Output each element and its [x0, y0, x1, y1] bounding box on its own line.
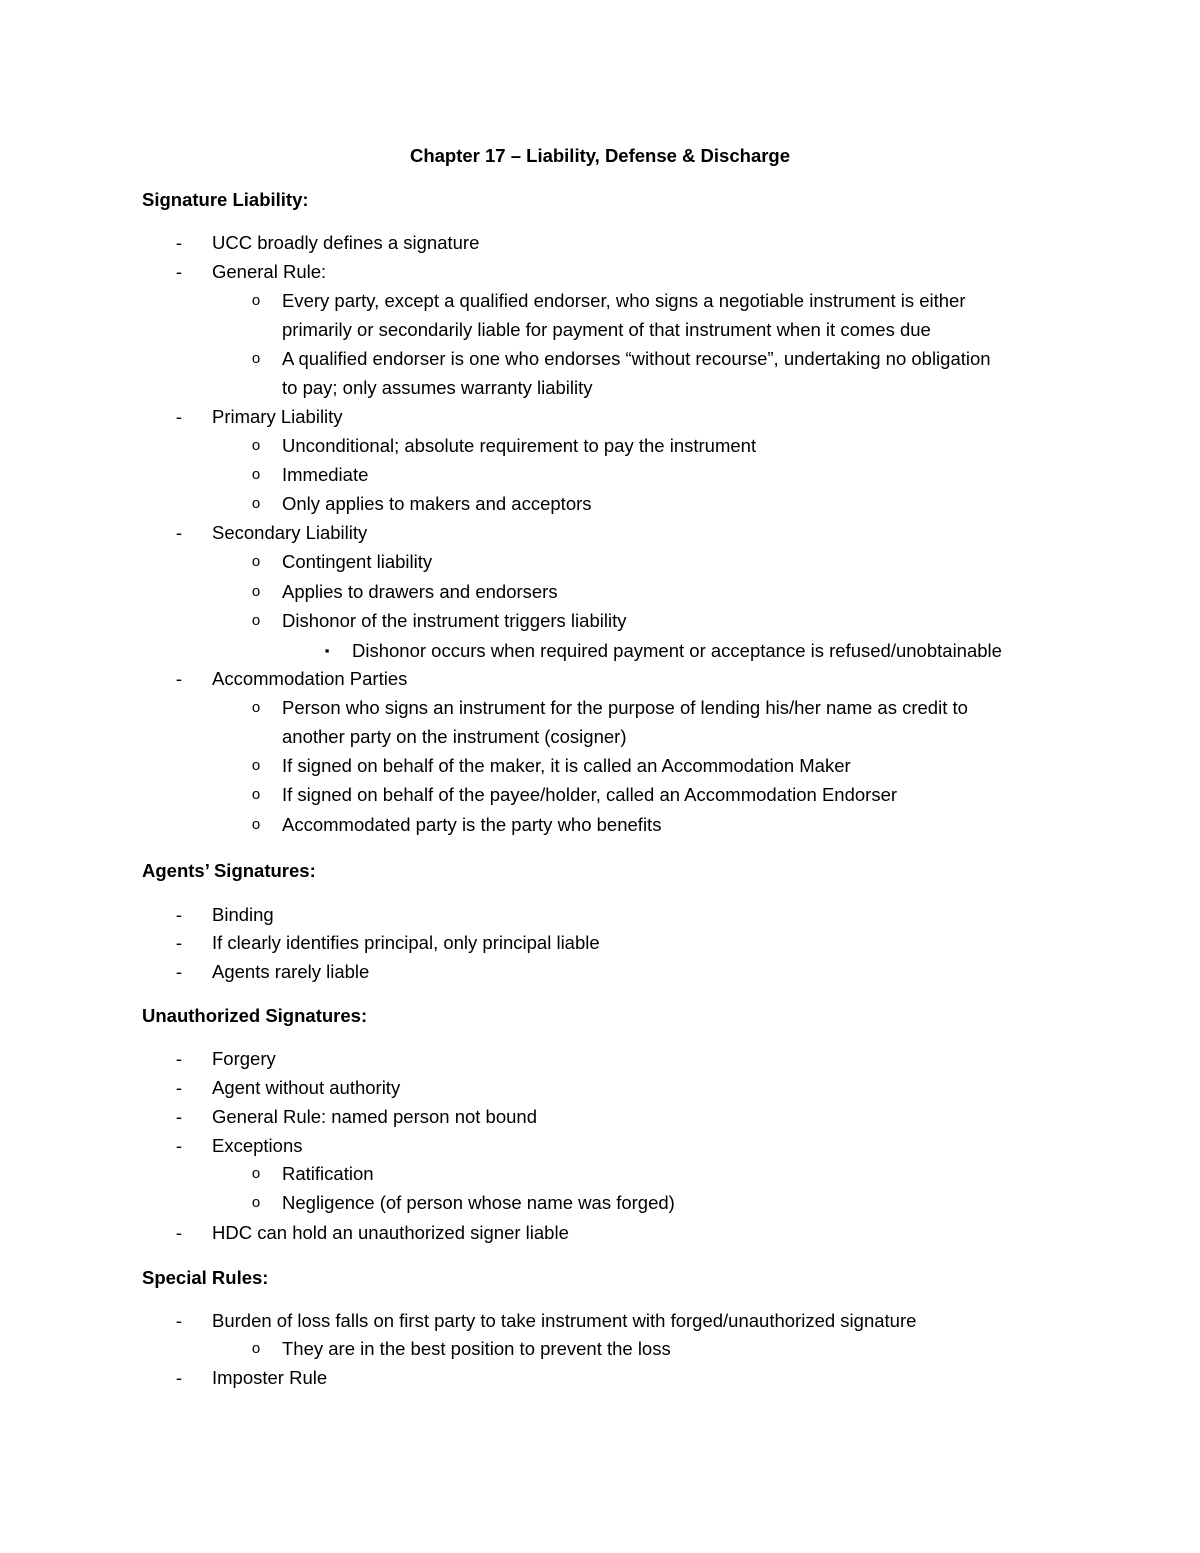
- list-item: HDC can hold an unauthorized signer liable: [212, 1222, 569, 1243]
- section-heading: Special Rules:: [142, 1267, 269, 1288]
- list-item: Secondary Liability: [212, 522, 368, 543]
- sub-list-item-continuation: to pay; only assumes warranty liability: [282, 377, 593, 398]
- dash-bullet: -: [175, 904, 183, 925]
- sub-list-item: Ratification: [282, 1163, 374, 1184]
- circle-bullet: o: [251, 1194, 261, 1211]
- sub-list-item: Accommodated party is the party who benefits: [282, 814, 662, 835]
- dash-bullet: -: [175, 932, 183, 953]
- circle-bullet: o: [251, 1340, 261, 1357]
- circle-bullet: o: [251, 583, 261, 600]
- dash-bullet: -: [175, 1077, 183, 1098]
- list-item: Accommodation Parties: [212, 668, 408, 689]
- sub-list-item: They are in the best position to prevent the loss: [282, 1338, 671, 1359]
- sub-list-item: Applies to drawers and endorsers: [282, 581, 558, 602]
- sub-list-item: Contingent liability: [282, 551, 433, 572]
- dash-bullet: -: [175, 522, 183, 543]
- dash-bullet: -: [175, 1106, 183, 1127]
- sub-list-item-continuation: primarily or secondarily liable for payment of that instrument when it comes due: [282, 319, 931, 340]
- dash-bullet: -: [175, 668, 183, 689]
- list-item: If clearly identifies principal, only principal liable: [212, 932, 600, 953]
- circle-bullet: o: [251, 699, 261, 716]
- sub-sub-list-item: Dishonor occurs when required payment or acceptance is refused/unobtainable: [352, 640, 1002, 661]
- circle-bullet: o: [251, 786, 261, 803]
- circle-bullet: o: [251, 466, 261, 483]
- dash-bullet: -: [175, 1135, 183, 1156]
- list-item: Agent without authority: [212, 1077, 401, 1098]
- circle-bullet: o: [251, 350, 261, 367]
- sub-list-item: Negligence (of person whose name was forged): [282, 1192, 675, 1213]
- list-item: Binding: [212, 904, 274, 925]
- dash-bullet: -: [175, 1048, 183, 1069]
- dash-bullet: -: [175, 961, 183, 982]
- list-item: Imposter Rule: [212, 1367, 328, 1388]
- circle-bullet: o: [251, 553, 261, 570]
- circle-bullet: o: [251, 612, 261, 629]
- list-item: Primary Liability: [212, 406, 343, 427]
- sub-list-item: If signed on behalf of the maker, it is called an Accommodation Maker: [282, 755, 851, 776]
- sub-list-item: If signed on behalf of the payee/holder, called an Accommodation Endorser: [282, 784, 898, 805]
- list-item: General Rule: named person not bound: [212, 1106, 537, 1127]
- circle-bullet: o: [251, 495, 261, 512]
- circle-bullet: o: [251, 816, 261, 833]
- circle-bullet: o: [251, 437, 261, 454]
- list-item: Forgery: [212, 1048, 276, 1069]
- section-heading: Unauthorized Signatures:: [142, 1005, 368, 1026]
- section-heading: Signature Liability:: [142, 189, 309, 210]
- dash-bullet: -: [175, 1222, 183, 1243]
- circle-bullet: o: [251, 292, 261, 309]
- dash-bullet: -: [175, 232, 183, 253]
- section-heading: Agents’ Signatures:: [142, 860, 316, 881]
- sub-list-item: Unconditional; absolute requirement to pay the instrument: [282, 435, 757, 456]
- page-title: Chapter 17 – Liability, Defense & Discharge: [409, 145, 791, 166]
- sub-list-item: Person who signs an instrument for the purpose of lending his/her name as credit to: [282, 697, 968, 718]
- dash-bullet: -: [175, 261, 183, 282]
- sub-list-item: Every party, except a qualified endorser, who signs a negotiable instrument is either: [282, 290, 966, 311]
- circle-bullet: o: [251, 1165, 261, 1182]
- dash-bullet: -: [175, 1310, 183, 1331]
- list-item: Burden of loss falls on first party to take instrument with forged/unauthorized signature: [212, 1310, 917, 1331]
- sub-list-item: Only applies to makers and acceptors: [282, 493, 592, 514]
- sub-list-item: A qualified endorser is one who endorses “without recourse”, undertaking no obligation: [282, 348, 991, 369]
- sub-list-item: Dishonor of the instrument triggers liability: [282, 610, 627, 631]
- sub-list-item: Immediate: [282, 464, 369, 485]
- list-item: UCC broadly defines a signature: [212, 232, 480, 253]
- list-item: Agents rarely liable: [212, 961, 370, 982]
- circle-bullet: o: [251, 757, 261, 774]
- sub-list-item-continuation: another party on the instrument (cosigner): [282, 726, 627, 747]
- square-bullet: ▪: [324, 643, 330, 658]
- dash-bullet: -: [175, 1367, 183, 1388]
- list-item: General Rule:: [212, 261, 327, 282]
- dash-bullet: -: [175, 406, 183, 427]
- list-item: Exceptions: [212, 1135, 303, 1156]
